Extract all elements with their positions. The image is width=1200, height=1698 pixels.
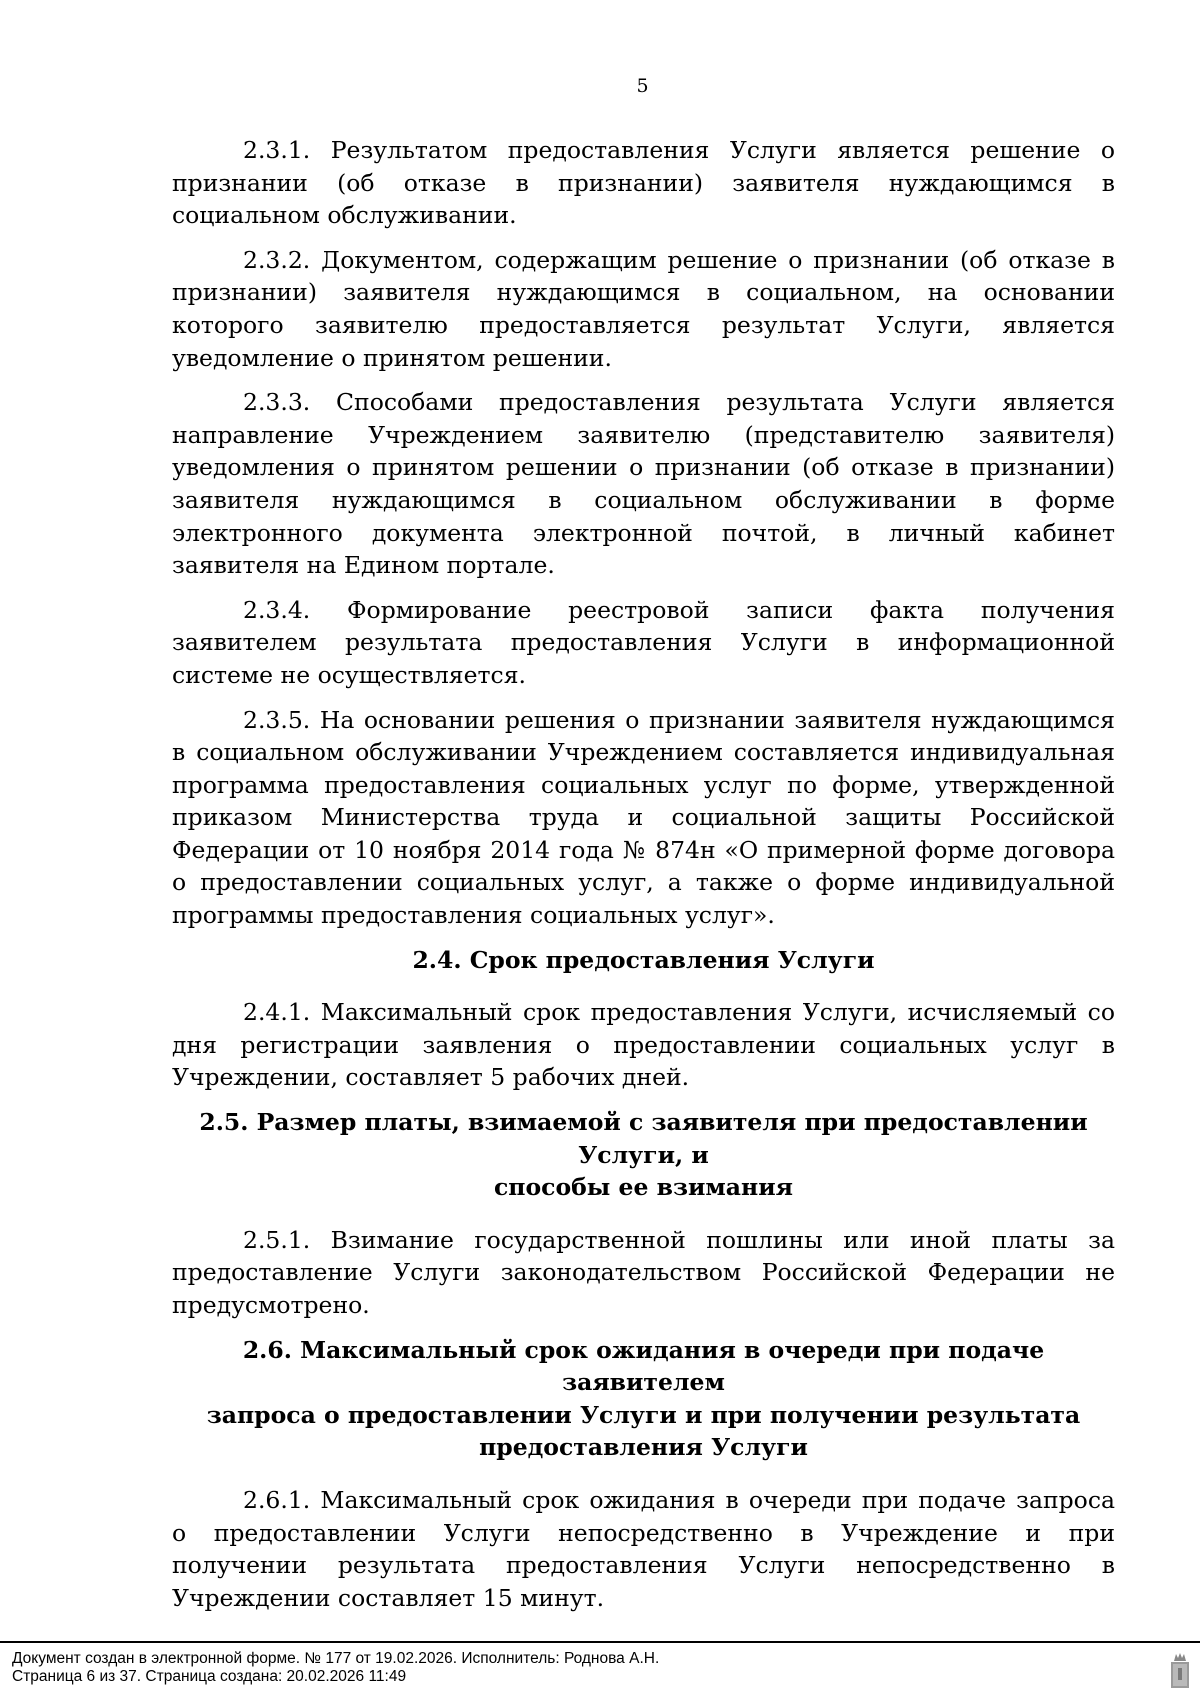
section-heading-2-6-line1: 2.6. Максимальный срок ожидания в очереди при подаче заявителем xyxy=(242,1335,1045,1397)
document-body xyxy=(172,134,1115,1626)
footer-document-info: Документ создан в электронной форме. № 177 от 19.02.2026. Исполнитель: Роднова А.Н. xyxy=(12,1650,660,1667)
paragraph-2-3-4: 2.3.4. Формирование реестровой записи факта получения заявителем результата предоставления Услуги в информационной системе не осуществляется. xyxy=(172,595,1115,689)
section-heading-2-5 xyxy=(172,1106,1115,1204)
section-heading-2-5-line2: способы ее взимания xyxy=(493,1173,794,1202)
footer-page-info: Страница 6 из 37. Страница создана: 20.02.2026 11:49 xyxy=(12,1668,407,1685)
paragraph-2-5-1: 2.5.1. Взимание государственной пошлины или иной платы за предоставление Услуги законодательством Российской Федерации не предусмотрено. xyxy=(172,1225,1115,1319)
section-heading-2-4 xyxy=(172,944,1115,977)
paragraph-2-3-3: 2.3.3. Способами предоставления результата Услуги является направление Учреждением заявителю (представителю заявителя) уведомления о принятом решении о признании (об отказе в признании) заявителя нуждающимся в социальном обслуживании в форме электронного документа электронной почтой, в личный кабинет заявителя на Едином портале. xyxy=(172,388,1115,580)
section-heading-2-4-text: 2.4. Срок предоставления Услуги xyxy=(412,945,875,974)
section-heading-2-6-line2: запроса о предоставлении Услуги и при получении результата xyxy=(206,1400,1081,1429)
paragraph-2-3-2: 2.3.2. Документом, содержащим решение о признании (об отказе в признании) заявителя нуждающимся в социальном, на основании которого заявителю предоставляется результат Услуги, является уведомление о принятом решении. xyxy=(172,245,1115,372)
paragraph-2-3-5: 2.3.5. На основании решения о признании заявителя нуждающимся в социальном обслуживании Учреждением составляется индивидуальная программа предоставления социальных услуг по форме, утвержденной приказом Министерства труда и социальной защиты Российской Федерации от 10 ноября 2014 года № 874н «О примерной форме договора о предоставлении социальных услуг, а также о форме индивидуальной программы предоставления социальных услуг». xyxy=(172,705,1115,930)
paragraph-2-3-1: 2.3.1. Результатом предоставления Услуги является решение о признании (об отказе в признании) заявителя нуждающимся в социальном обслуживании. xyxy=(172,136,1115,230)
section-heading-2-6-line3: предоставления Услуги xyxy=(479,1433,808,1462)
section-heading-2-6 xyxy=(172,1334,1115,1464)
paragraph-2-4-1: 2.4.1. Максимальный срок предоставления Услуги, исчисляемый со дня регистрации заявления о предоставлении социальных услуг в Учреждении, составляет 5 рабочих дней. xyxy=(172,998,1115,1092)
page-number: 5 xyxy=(636,75,649,97)
coat-of-arms-icon xyxy=(1170,1652,1190,1690)
section-heading-2-5-line1: 2.5. Размер платы, взимаемой с заявителя при предоставлении Услуги, и xyxy=(199,1108,1088,1169)
paragraph-2-6-1: 2.6.1. Максимальный срок ожидания в очереди при подаче запроса о предоставлении Услуги непосредственно в Учреждение и при получении результата предоставления Услуги непосредственно в Учреждении составляет 15 минут. xyxy=(172,1485,1115,1612)
document-footer xyxy=(0,1641,1200,1698)
